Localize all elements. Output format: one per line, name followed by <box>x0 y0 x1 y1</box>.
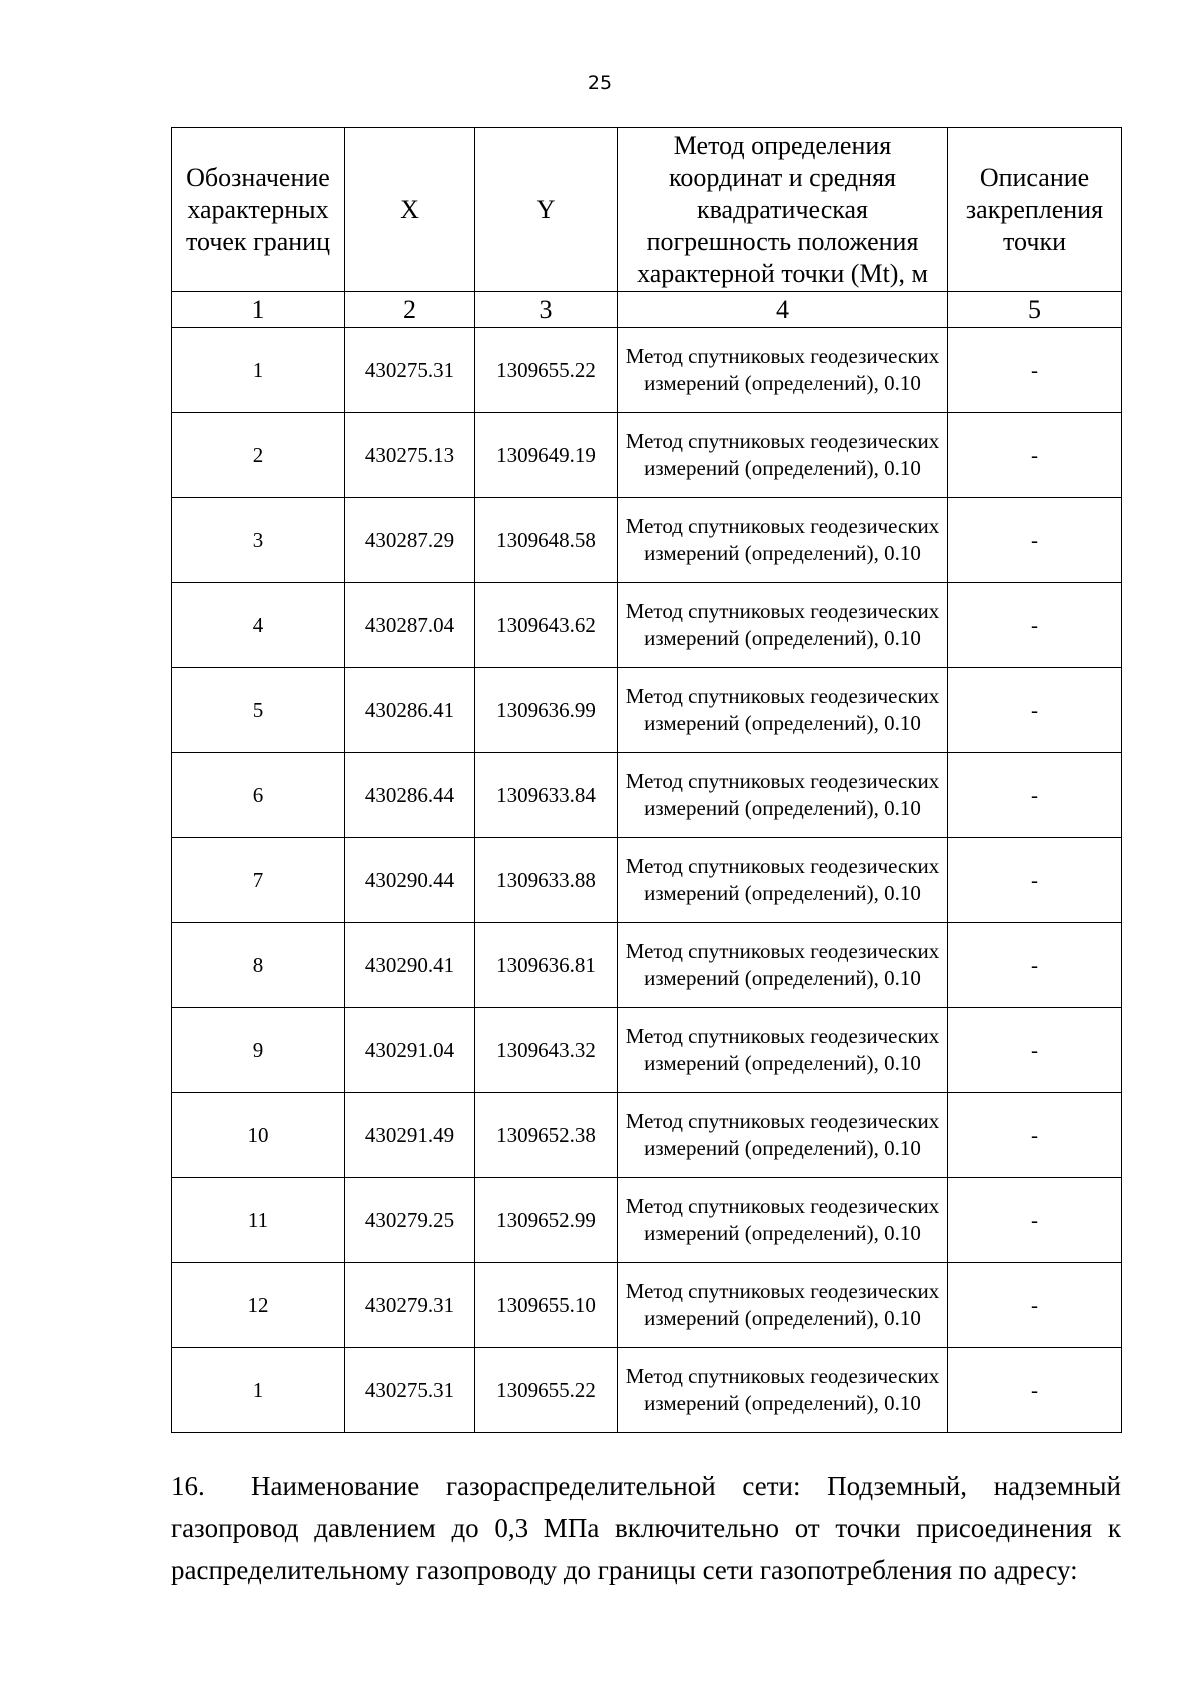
fixation-cell: - <box>948 1093 1122 1178</box>
header-point-designation: Обозначение характерных точек границ <box>172 128 345 292</box>
header-y: Y <box>475 128 618 292</box>
x-cell: 430279.31 <box>345 1263 475 1348</box>
x-cell: 430287.04 <box>345 583 475 668</box>
x-cell: 430290.44 <box>345 838 475 923</box>
x-cell: 430286.41 <box>345 668 475 753</box>
method-cell: Метод спутниковых геодезических измерений (определений), 0.10 <box>618 753 948 838</box>
method-cell: Метод спутниковых геодезических измерений (определений), 0.10 <box>618 1093 948 1178</box>
point-cell: 2 <box>172 413 345 498</box>
fixation-cell: - <box>948 1263 1122 1348</box>
method-cell: Метод спутниковых геодезических измерений (определений), 0.10 <box>618 498 948 583</box>
y-cell: 1309633.88 <box>475 838 618 923</box>
point-cell: 7 <box>172 838 345 923</box>
column-number: 2 <box>345 292 475 328</box>
table-row <box>172 328 1122 413</box>
fixation-cell: - <box>948 838 1122 923</box>
fixation-cell: - <box>948 1178 1122 1263</box>
table-row <box>172 1008 1122 1093</box>
method-cell: Метод спутниковых геодезических измерений (определений), 0.10 <box>618 583 948 668</box>
x-cell: 430291.49 <box>345 1093 475 1178</box>
method-cell: Метод спутниковых геодезических измерений (определений), 0.10 <box>618 328 948 413</box>
y-cell: 1309652.38 <box>475 1093 618 1178</box>
y-cell: 1309655.10 <box>475 1263 618 1348</box>
y-cell: 1309649.19 <box>475 413 618 498</box>
paragraph-number: 16. <box>171 1471 205 1501</box>
y-cell: 1309636.99 <box>475 668 618 753</box>
x-cell: 430291.04 <box>345 1008 475 1093</box>
column-number: 1 <box>172 292 345 328</box>
table-row <box>172 838 1122 923</box>
method-cell: Метод спутниковых геодезических измерений (определений), 0.10 <box>618 1263 948 1348</box>
column-number-row <box>172 292 1122 328</box>
fixation-cell: - <box>948 1008 1122 1093</box>
point-cell: 9 <box>172 1008 345 1093</box>
method-cell: Метод спутниковых геодезических измерений (определений), 0.10 <box>618 838 948 923</box>
x-cell: 430290.41 <box>345 923 475 1008</box>
header-method: Метод определения координат и средняя квадратическая погрешность положения характерной точки (Mt), м <box>618 128 948 292</box>
header-fixation: Описание закрепления точки <box>948 128 1122 292</box>
column-number: 3 <box>475 292 618 328</box>
point-cell: 1 <box>172 328 345 413</box>
table-row <box>172 583 1122 668</box>
table-row <box>172 498 1122 583</box>
x-cell: 430275.13 <box>345 413 475 498</box>
table-row <box>172 413 1122 498</box>
method-cell: Метод спутниковых геодезических измерений (определений), 0.10 <box>618 668 948 753</box>
table-row <box>172 1178 1122 1263</box>
point-cell: 12 <box>172 1263 345 1348</box>
point-cell: 3 <box>172 498 345 583</box>
column-number: 5 <box>948 292 1122 328</box>
y-cell: 1309655.22 <box>475 1348 618 1433</box>
fixation-cell: - <box>948 328 1122 413</box>
method-cell: Метод спутниковых геодезических измерений (определений), 0.10 <box>618 1178 948 1263</box>
header-x: X <box>345 128 475 292</box>
fixation-cell: - <box>948 668 1122 753</box>
table-row <box>172 923 1122 1008</box>
fixation-cell: - <box>948 923 1122 1008</box>
fixation-cell: - <box>948 583 1122 668</box>
x-cell: 430279.25 <box>345 1178 475 1263</box>
fixation-cell: - <box>948 1348 1122 1433</box>
point-cell: 10 <box>172 1093 345 1178</box>
method-cell: Метод спутниковых геодезических измерений (определений), 0.10 <box>618 413 948 498</box>
point-cell: 4 <box>172 583 345 668</box>
fixation-cell: - <box>948 413 1122 498</box>
table-row <box>172 668 1122 753</box>
point-cell: 1 <box>172 1348 345 1433</box>
x-cell: 430286.44 <box>345 753 475 838</box>
y-cell: 1309648.58 <box>475 498 618 583</box>
y-cell: 1309633.84 <box>475 753 618 838</box>
y-cell: 1309655.22 <box>475 328 618 413</box>
x-cell: 430275.31 <box>345 328 475 413</box>
x-cell: 430287.29 <box>345 498 475 583</box>
point-cell: 6 <box>172 753 345 838</box>
y-cell: 1309636.81 <box>475 923 618 1008</box>
table-row <box>172 753 1122 838</box>
page-number: 25 <box>587 72 613 94</box>
section-paragraph <box>171 1465 1121 1591</box>
y-cell: 1309643.32 <box>475 1008 618 1093</box>
table-row <box>172 1093 1122 1178</box>
method-cell: Метод спутниковых геодезических измерений (определений), 0.10 <box>618 923 948 1008</box>
x-cell: 430275.31 <box>345 1348 475 1433</box>
paragraph-text: Наименование газораспределительной сети: Подземный, надземный газопровод давлением до 0,3 МПа включительно от точки присоединения к распределительному газопроводу до границы сети газопотребления по адресу: <box>171 1471 1121 1585</box>
point-cell: 5 <box>172 668 345 753</box>
fixation-cell: - <box>948 753 1122 838</box>
table-header-row <box>172 128 1122 292</box>
column-number: 4 <box>618 292 948 328</box>
table-row <box>172 1348 1122 1433</box>
method-cell: Метод спутниковых геодезических измерений (определений), 0.10 <box>618 1008 948 1093</box>
point-cell: 11 <box>172 1178 345 1263</box>
y-cell: 1309643.62 <box>475 583 618 668</box>
fixation-cell: - <box>948 498 1122 583</box>
y-cell: 1309652.99 <box>475 1178 618 1263</box>
table-row <box>172 1263 1122 1348</box>
point-cell: 8 <box>172 923 345 1008</box>
coordinates-table <box>171 127 1122 1433</box>
method-cell: Метод спутниковых геодезических измерений (определений), 0.10 <box>618 1348 948 1433</box>
